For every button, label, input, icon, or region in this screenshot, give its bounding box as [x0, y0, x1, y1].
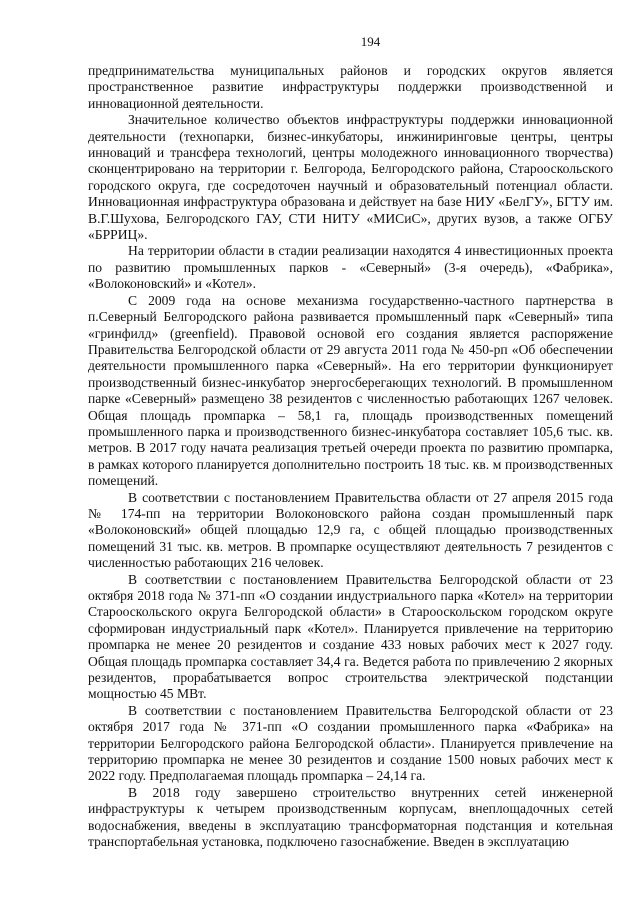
page-number: 194 — [360, 34, 381, 49]
paragraph-park-kotel: В соответствии с постановлением Правительства Белгородской области от 23 октября 2018 года № 371-пп «О создании индустриального парка «Котел» на территории Старооскольского округа Белгородской области» в Старооскольском городском округе сформирован индустриальный парк «Котел». Планируется привлечение на территорию промпарка не менее 20 резидентов и создание 433 новых рабочих мест к 2027 году. Общая площадь промпарка составляет 34,4 га. Ведется работа по привлечению 2 якорных резидентов, прорабатывается вопрос строительства электрической подстанции мощностью 45 МВт. — [88, 571, 613, 702]
paragraph-continuation: предпринимательства муниципальных районов и городских округов является пространственное развитие инфраструктуры поддержки производственной и инновационной деятельности. — [88, 63, 613, 111]
paragraph-park-fabrika: В соответствии с постановлением Правительства Белгородской области от 23 октября 2017 года № 371-пп «О создании промышленного парка «Фабрика» на территории Белгородского района Белгородской области». Планируется привлечение на территорию промпарка не менее 30 резидентов и создание 1500 новых рабочих мест к 2022 году. Предполагаемая площадь промпарка – 24,14 га. — [88, 702, 613, 784]
paragraph-investment-projects: На территории области в стадии реализации находятся 4 инвестиционных проекта по развитию промышленных парков - «Северный» (3-я очередь), «Фабрика», «Волоконовский» и «Котел». — [88, 243, 613, 292]
paragraph-park-severny: С 2009 года на основе механизма государственно-частного партнерства в п.Северный Белгородского района развивается промышленный парк «Северный» типа «гринфилд» (greenfield). Правовой основой его создания является распоряжение Правительства Белгородской области от 29 августа 2011 года № 450-рп «Об обеспечении деятельности промышленного парка «Северный». На его территории функционирует производственный бизнес-инкубатор энергосберегающих технологий. В промышленном парке «Северный» размещено 38 резидентов с численностью работающих 1267 человек. Общая площадь промпарка – 58,1 га, площадь производственных помещений промышленного парка и производственного бизнес-инкубатора составляет 105,6 тыс. кв. метров. В 2017 году начата реализация третьей очереди проекта по развитию промпарка, в рамках которого планируется дополнительно построить 18 тыс. кв. м производственных помещений. — [88, 292, 613, 489]
paragraph-park-volokonovsky: В соответствии с постановлением Правительства области от 27 апреля 2015 года № 174-пп на территории Волоконовского района создан промышленный парк «Волоконовский» общей площадью 12,9 га, с общей площадью производственных помещений 31 тыс. кв. метров. В промпарке осуществляют деятельность 7 резидентов с численностью работающих 216 человек. — [88, 489, 613, 571]
paragraph-innovation-infrastructure: Значительное количество объектов инфраструктуры поддержки инновационной деятельности (технопарки, бизнес-инкубаторы, инжиниринговые центры, центры инноваций и трансфера технологий, центры молодежного инновационного творчества) сконцентрировано на территории г. Белгорода, Белгородского района, Старооскольского городского округа, где сосредоточен научный и образовательный потенциал области. Инновационная инфраструктура образована и действует на базе НИУ «БелГУ», БГТУ им. В.Г.Шухова, Белгородского ГАУ, СТИ НИТУ «МИСиС», других вузов, а также ОГБУ «БРРИЦ». — [88, 112, 613, 243]
paragraph-infrastructure-2018: В 2018 году завершено строительство внутренних сетей инженерной инфраструктуры к четырем производственным корпусам, внеплощадочных сетей водоснабжения, введены в эксплуатацию трансформаторная подстанция и котельная транспортабельная установка, подключено газоснабжение. Введен в эксплуатацию — [88, 784, 613, 850]
